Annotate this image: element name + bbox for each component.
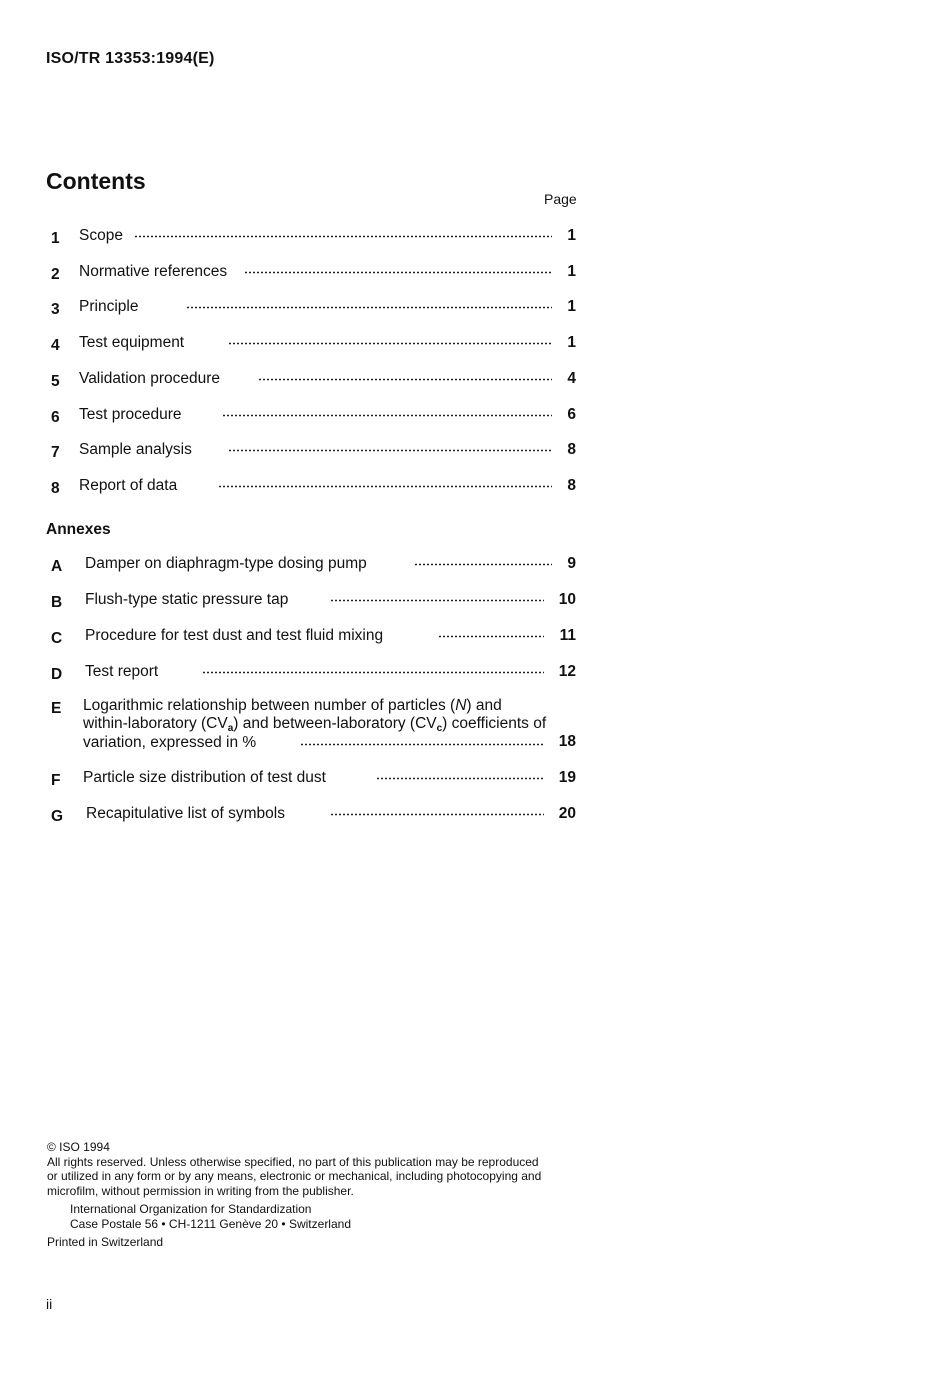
annex-title: Particle size distribution of test dust [83,769,326,786]
annex-e-text: ) and between-laboratory (CV [233,715,437,732]
dot-leader [228,342,552,345]
subscript-c: c [436,723,443,734]
toc-entry-normative-references[interactable] [46,263,576,285]
dot-leader [438,635,544,638]
annex-letter: D [51,666,63,683]
page-column-label: Page [544,191,577,207]
toc-entry-number: 3 [51,301,60,318]
dot-leader [330,599,544,602]
toc-entry-title: Normative references [79,263,228,280]
copyright-block [47,1140,587,1250]
annex-title: Flush-type static pressure tap [85,591,289,608]
annex-entry-b[interactable] [46,591,576,613]
toc-entry-title: Sample analysis [79,441,192,458]
annex-title: Damper on diaphragm-type dosing pump [85,555,367,572]
dot-leader [228,449,552,452]
dot-leader [134,235,552,238]
annex-entry-g[interactable] [46,805,576,827]
annex-page: 12 [558,663,576,680]
annex-entry-e[interactable] [46,697,576,757]
dot-leader [202,671,544,674]
dot-leader [244,271,552,274]
dot-leader [376,777,544,780]
annex-letter: G [51,808,64,825]
contents-title: Contents [46,168,146,194]
toc-entry-title: Report of data [79,477,178,494]
toc-entry-title: Principle [79,298,139,315]
annex-letter: B [51,594,63,611]
annex-e-text: within-laboratory (CV [83,715,228,732]
annex-letter: C [51,630,63,647]
toc-entry-title: Scope [79,227,123,244]
annex-page: 19 [558,769,576,786]
annex-title: Test report [85,663,159,680]
dot-leader [414,563,552,566]
annex-e-text: ) coefficients of [442,715,547,732]
dot-leader [300,743,544,746]
annex-entry-a[interactable] [46,555,576,577]
rights-line-3: microfilm, without permission in writing from the publisher. [47,1183,354,1198]
annex-e-text: ) and [466,697,502,714]
annex-page: 20 [558,805,576,822]
toc-entry-number: 5 [51,373,60,390]
dot-leader [330,813,544,816]
toc-entry-principle[interactable] [46,298,576,320]
toc-entry-test-equipment[interactable] [46,334,576,356]
toc-entry-title: Test equipment [79,334,185,351]
dot-leader [218,485,552,488]
toc-entry-scope[interactable] [46,227,576,249]
organization-address: Case Postale 56 • CH-1211 Genève 20 • Switzerland [70,1216,351,1231]
toc-entry-page: 1 [567,298,576,315]
annex-letter: E [51,700,62,717]
toc-entry-page: 1 [567,227,576,244]
organization-name: International Organization for Standardization [70,1202,312,1216]
toc-entry-number: 6 [51,409,60,426]
rights-line-1: All rights reserved. Unless otherwise specified, no part of this publication may be reproduced [47,1154,539,1169]
toc-entry-page: 8 [567,441,576,458]
annex-page: 18 [558,733,576,750]
symbol-n: N [455,697,467,714]
toc-entry-sample-analysis[interactable] [46,441,576,463]
annex-e-line-1 [83,697,502,715]
toc-entry-page: 1 [567,263,576,280]
copyright-symbol-line: © ISO 1994 [47,1140,110,1154]
annex-page: 11 [559,627,576,644]
toc-entry-page: 8 [567,477,576,494]
annex-page: 10 [558,591,576,608]
annex-entry-f[interactable] [46,769,576,791]
annex-e-line-2 [83,715,546,734]
toc-entry-number: 4 [51,337,60,354]
annex-e-text: Logarithmic relationship between number of particles ( [83,697,456,714]
printed-in: Printed in Switzerland [47,1235,164,1249]
annex-letter: F [51,772,61,789]
toc-entry-test-procedure[interactable] [46,406,576,428]
toc-entry-title: Test procedure [79,406,182,423]
dot-leader [222,414,552,417]
annex-e-line-3: variation, expressed in % [83,734,257,751]
toc-entry-number: 2 [51,266,60,283]
annex-entry-d[interactable] [46,663,576,685]
document-id: ISO/TR 13353:1994(E) [46,50,215,67]
annex-title: Procedure for test dust and test fluid mixing [85,627,384,644]
toc-entry-number: 1 [51,230,60,247]
dot-leader [186,306,552,309]
rights-line-2: or utilized in any form or by any means, electronic or mechanical, including photocopying and [47,1169,542,1183]
toc-entry-validation-procedure[interactable] [46,370,576,392]
annex-title: Recapitulative list of symbols [86,805,285,822]
toc-entry-title: Validation procedure [79,370,221,387]
dot-leader [258,378,552,381]
annexes-heading: Annexes [46,521,111,538]
annex-letter: A [51,558,63,575]
toc-entry-report-of-data[interactable] [46,477,576,499]
annex-entry-c[interactable] [46,627,576,649]
annex-page: 9 [567,555,576,572]
toc-entry-page: 4 [567,370,576,387]
subscript-a: a [227,723,234,734]
toc-entry-page: 6 [567,406,576,423]
toc-entry-number: 8 [51,480,60,497]
toc-entry-number: 7 [51,444,60,461]
page-number: ii [46,1296,53,1312]
toc-entry-page: 1 [567,334,576,351]
